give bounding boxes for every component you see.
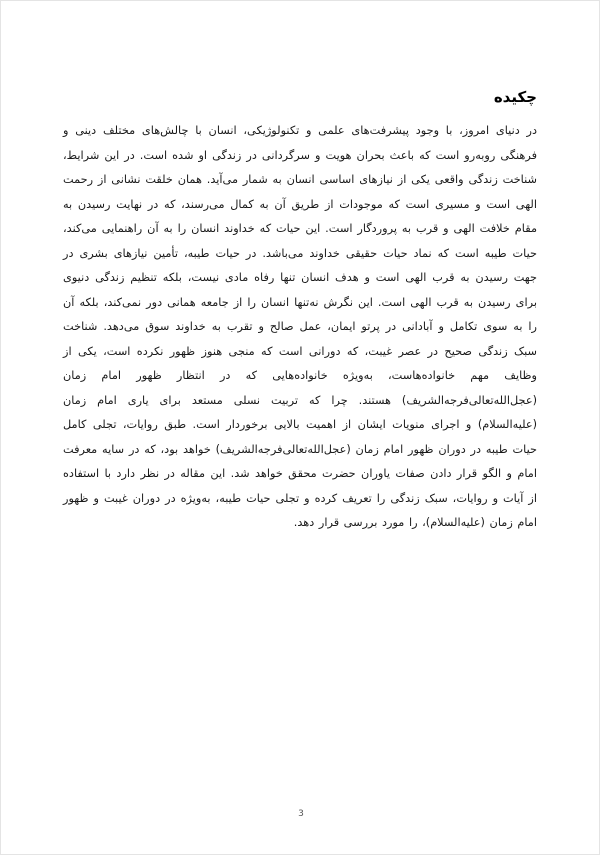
abstract-section (63, 87, 537, 536)
abstract-paragraph: در دنیای امروز، با وجود پیشرفت‌های علمی و تکنولوژیکی، انسان با چالش‌های مختلف دینی و فرهنگی روبه‌رو است که باعث بحران هویت و سرگردانی در زندگی او شده است. در این شرایط، شناخت زندگی واقعی یکی از نیازهای اساسی انسان به شمار می‌آید. همان خلقت نشانی از رحمت الهی است و مسیری است که موجودات از طریق آن به کمال می‌رسند، که در نهایت رسیدن به مقام خلافت الهی و قرب به پروردگار است. این حیات که خداوند انسان را به آن راهنمایی می‌کند، حیات طیبه است که نماد حیات حقیقی خداوند می‌باشد. در حیات طیبه، تأمین نیازهای بشری در جهت رسیدن به قرب الهی است و هدف انسان تنها رفاه مادی نیست، بلکه تنظیم زندگی دنیوی برای رسیدن به قرب الهی است. این نگرش نه‌تنها انسان را از جامعه همانی دور نمی‌کند، بلکه آن را به سوی تکامل و آبادانی در پرتو ایمان، عمل صالح و تقرب به خداوند سوق می‌دهد. شناخت سبک زندگی صحیح در عصر غیبت، که دورانی است که منجی هنوز ظهور نکرده است، یکی از وظایف مهم خانواده‌هاست، به‌ویژه خانواده‌هایی که در انتظار ظهور امام زمان (عجل‌الله‌تعالی‌فرجه‌الشریف) هستند. چرا که تربیت نسلی مستعد برای یاری امام زمان (علیه‌السلام) و اجرای منویات ایشان از اهمیت بالایی برخوردار است. طبق روایات، تجلی کامل حیات طیبه در دوران ظهور امام زمان (عجل‌الله‌تعالی‌فرجه‌الشریف) خواهد بود، که در سایه معرفت امام و الگو قرار دادن صفات یاوران حضرت محقق خواهد شد. این مقاله در نظر دارد با استفاده از آیات و روایات، سبک زندگی را تعریف کرده و تجلی حیات طیبه، به‌ویژه در دوران غیبت و ظهور امام زمان (علیه‌السلام)، را مورد بررسی قرار دهد. (63, 124, 537, 529)
abstract-heading: چکیده (493, 88, 537, 106)
page-number: 3 (298, 809, 304, 819)
